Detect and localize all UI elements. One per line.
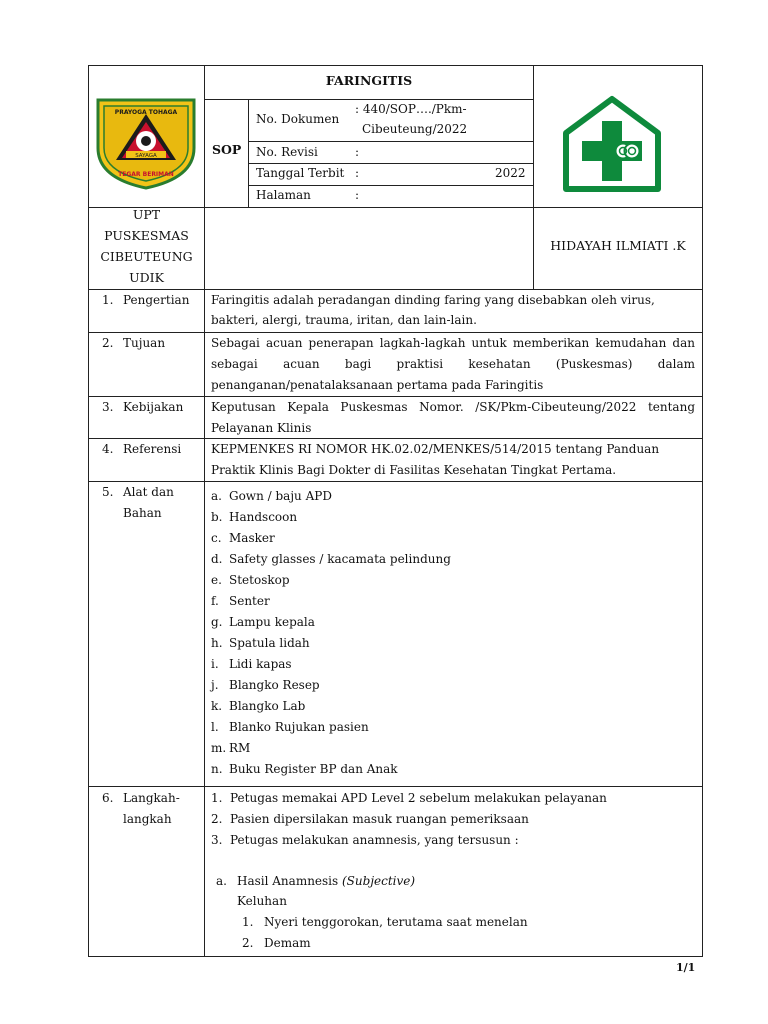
kebijakan-text: Keputusan Kepala Puskesmas Nomor. /SK/Pkm-Cibeuteung/2022 tentang Pelayanan Klinis [211,400,695,435]
alat-item-marker: j. [211,678,219,692]
document-title: FARINGITIS [325,73,413,88]
langkah-step [211,830,691,851]
complaint-item-marker: 2. [242,936,254,950]
alat-item-text: Lampu kepala [229,615,315,629]
alat-item-marker: d. [211,552,223,566]
langkah-label-line1: Langkah- [123,791,180,805]
alat-item-marker: n. [211,762,223,776]
alat-label-line2: Bahan [123,506,162,520]
page-number: 1/1 [676,961,696,974]
crest-band-text: SAYAGA [135,153,157,159]
org-name-line2: PUSKESMAS [104,228,189,243]
complaint-item-text: Demam [264,936,311,950]
alat-item-text: Stetoskop [229,573,290,587]
pengertian-number: 1. [102,293,114,307]
alat-item-marker: c. [211,531,222,545]
alat-item-text: Lidi kapas [229,657,292,671]
sop-label: SOP [212,142,242,157]
langkah-step-text: Pasien dipersilakan masuk ruangan pemeriksaan [230,812,529,826]
alat-item-marker: i. [211,657,219,671]
alat-item-marker: k. [211,699,223,713]
langkah-step-marker: 1. [211,791,223,805]
alat-number: 5. [102,485,114,499]
revisi-value: : [355,145,360,159]
alat-item-marker: h. [211,636,223,650]
doc-no-value-line1: : 440/SOP…./Pkm- [355,102,467,116]
alat-item-text: Safety glasses / kacamata pelindung [229,552,451,566]
revisi-label: No. Revisi [256,145,318,159]
tujuan-label: Tujuan [123,336,166,350]
langkah-number: 6. [102,791,114,805]
alat-item-marker: f. [211,594,219,608]
alat-item-text: Blangko Resep [229,678,320,692]
table-border-top [88,65,703,66]
referensi-text-line1: KEPMENKES RI NOMOR HK.02.02/MENKES/514/2015 tentang Panduan [211,442,660,456]
referensi-text-line2: Praktik Klinis Bagi Dokter di Fasilitas Kesehatan Tingkat Pertama. [211,463,617,477]
alat-item [211,612,691,633]
pengertian-text-line1: Faringitis adalah peradangan dinding faring yang disebabkan oleh virus, [211,293,655,307]
alat-item [211,507,691,528]
langkah-step-text: Petugas memakai APD Level 2 sebelum melakukan pelayanan [230,791,607,805]
alat-item [211,675,691,696]
alat-item-text: Gown / baju APD [229,489,332,503]
table-divider-sop-col [248,99,249,208]
kebijakan-label: Kebijakan [123,400,184,414]
langkah-step [211,809,691,830]
referensi-number: 4. [102,442,114,456]
langkah-step-marker: 2. [211,812,223,826]
complaint-item-text: Nyeri tenggorokan, terutama saat menelan [264,915,528,929]
alat-item-marker: m. [211,741,227,755]
alat-item-marker: g. [211,615,223,629]
org-name-line1: UPT [132,207,161,222]
langkah-steps-list [211,788,691,851]
anamnesis-heading-text: Hasil Anamnesis [237,874,342,888]
alat-item-text: RM [229,741,251,755]
halaman-label: Halaman [256,188,311,202]
alat-item-text: Blanko Rujukan pasien [229,720,369,734]
alat-item [211,570,691,591]
alat-item [211,696,691,717]
alat-item [211,654,691,675]
org-name-line4: UDIK [129,270,164,285]
tujuan-number: 2. [102,336,114,350]
langkah-step-text: Petugas melakukan anamnesis, yang tersusun : [230,833,519,847]
alat-item [211,528,691,549]
alat-item-marker: l. [211,720,219,734]
alat-item-text: Handscoon [229,510,298,524]
complaint-item [242,933,682,954]
alat-item-text: Buku Register BP dan Anak [229,762,398,776]
alat-item [211,717,691,738]
complaint-item-marker: 1. [242,915,254,929]
table-border-right [702,65,703,957]
regency-crest-logo [94,96,198,190]
langkah-step [211,788,691,809]
signer-name: HIDAYAH ILMIATI .K [550,238,686,253]
alat-item-marker: a. [211,489,222,503]
complaint-item [242,912,682,933]
langkah-label-line2: langkah [123,812,172,826]
alat-item-text: Spatula lidah [229,636,310,650]
alat-item-text: Senter [229,594,270,608]
kebijakan-number: 3. [102,400,114,414]
anamnesis-heading-italic: (Subjective) [342,874,416,888]
complaints-list [242,912,682,954]
anamnesis-heading [237,871,415,891]
anamnesis-marker: a. [216,874,227,888]
tujuan-text: Sebagai acuan penerapan lagkah-lagkah untuk memberikan kemudahan dan sebagai acuan bagi praktisi kesehatan (Puskesmas) dalam penanganan/penatalaksanaan pertama pada Faringitis [211,336,695,392]
doc-no-value-line2: Cibeuteung/2022 [362,122,468,136]
alat-list [211,486,691,780]
alat-item [211,486,691,507]
alat-item [211,738,691,759]
alat-item [211,633,691,654]
table-divider-label-col [204,65,205,957]
pengertian-text-line2: bakteri, alergi, trauma, iritan, dan lain-lain. [211,313,477,327]
alat-item-text: Blangko Lab [229,699,306,713]
referensi-label: Referensi [123,442,182,456]
crest-bottom-text: TEGAR BERIMAN [118,171,174,178]
alat-item [211,591,691,612]
tanggal-value: 2022 [495,166,526,180]
alat-item-marker: b. [211,510,223,524]
puskesmas-logo [560,95,664,195]
langkah-step-marker: 3. [211,833,223,847]
alat-item-text: Masker [229,531,275,545]
crest-top-text: PRAYOGA TOHAGA [114,109,178,116]
row-line-referensi [88,481,703,482]
alat-item [211,549,691,570]
alat-item [211,759,691,780]
keluhan-label: Keluhan [237,894,287,908]
table-border-bottom [88,956,703,957]
table-border-left [88,65,89,957]
tanggal-colon: : [355,166,360,180]
org-name-line3: CIBEUTEUNG [100,249,193,264]
alat-label-line1: Alat dan [123,485,174,499]
alat-item-marker: e. [211,573,222,587]
halaman-value: : [355,188,360,202]
row-line-alat [88,786,703,787]
pengertian-label: Pengertian [123,293,190,307]
tanggal-label: Tanggal Terbit [256,166,345,180]
doc-no-label: No. Dokumen [256,112,340,126]
